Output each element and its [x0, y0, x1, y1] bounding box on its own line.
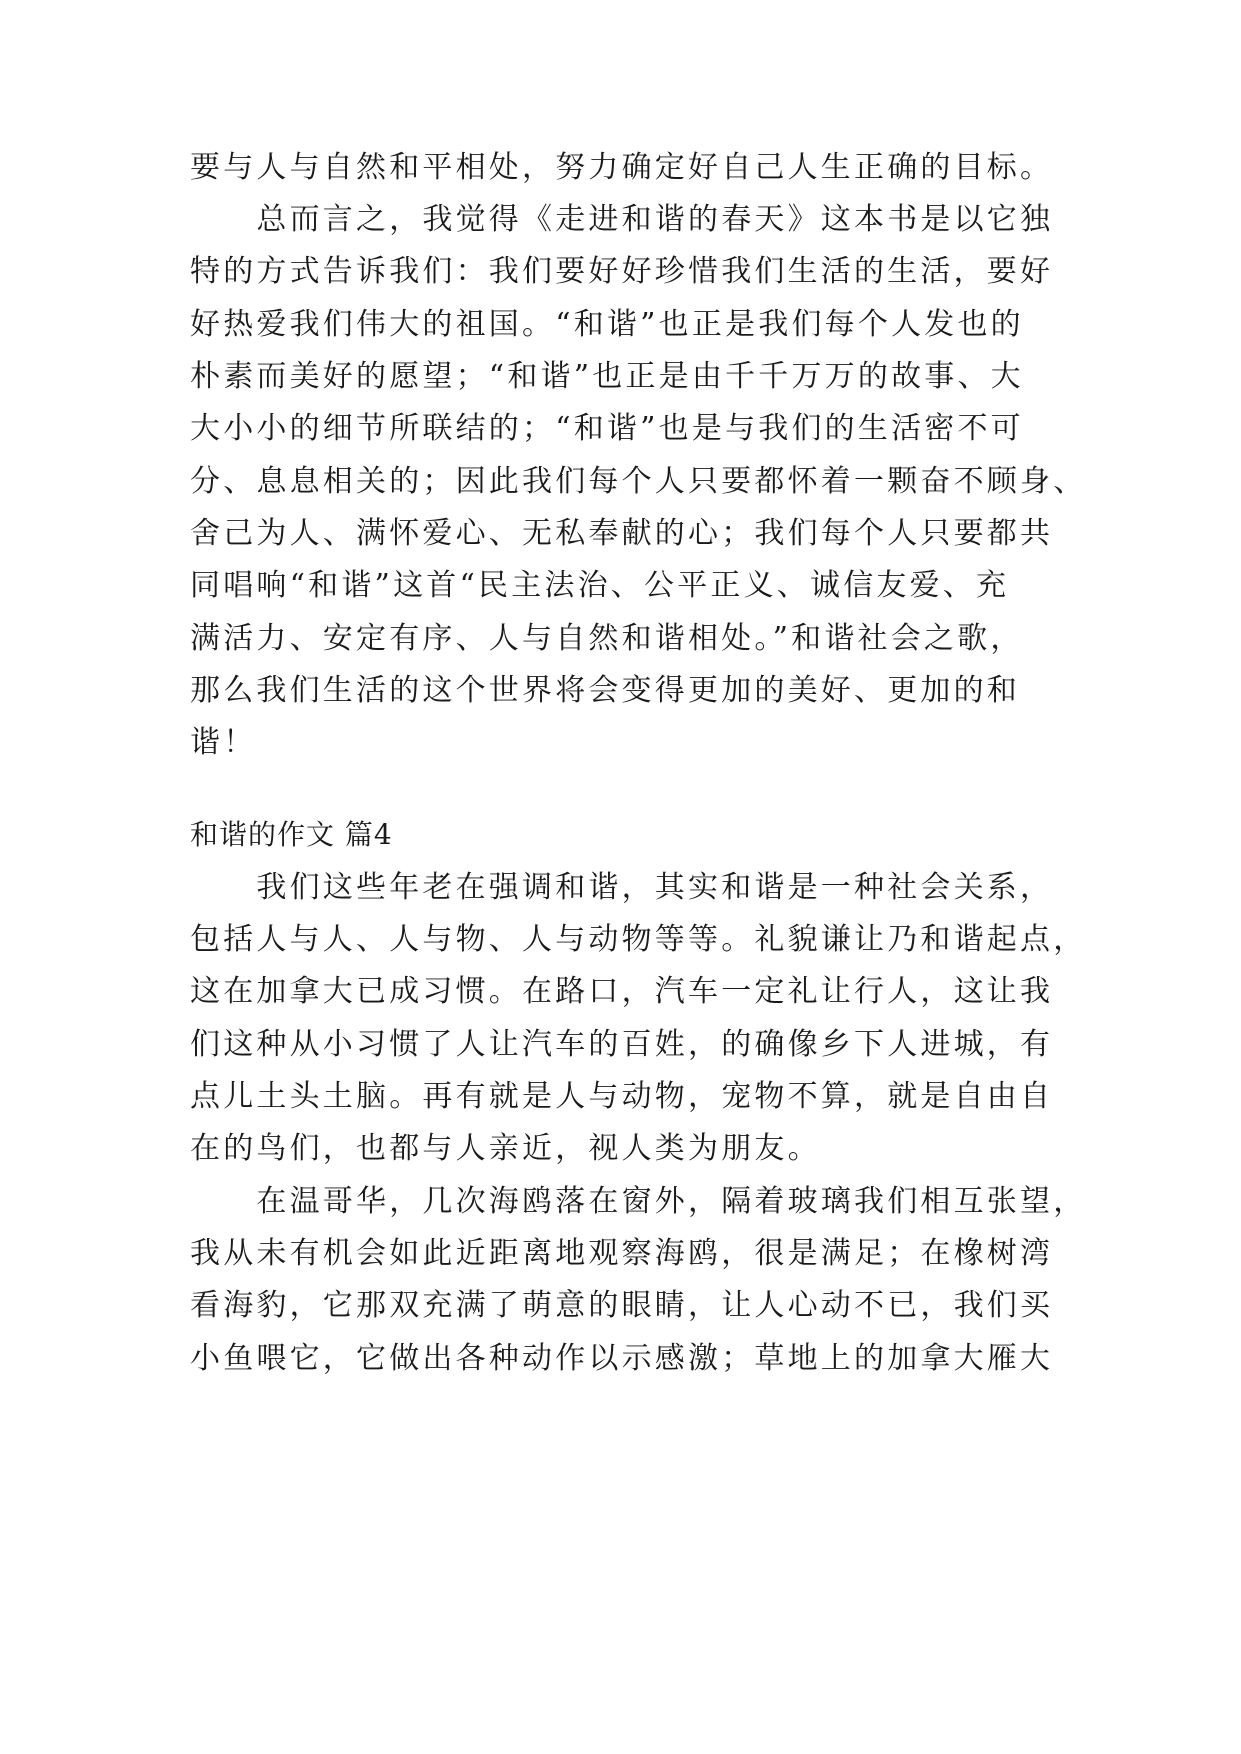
text-line: 我从未有机会如此近距离地观察海鸥，很是满足；在橡树湾: [190, 1236, 1054, 1271]
text-line: 好热爱我们伟大的祖国。“和谐”也正是我们每个人发也的: [190, 307, 1024, 342]
text-line: 总而言之，我觉得《走进和谐的春天》这本书是以它独: [190, 202, 1054, 237]
text-line: 舍己为人、满怀爱心、无私奉献的心；我们每个人只要都共: [190, 516, 1054, 551]
text-line: 点儿土头土脑。再有就是人与动物，宠物不算，就是自由自: [190, 1079, 1054, 1114]
text-line: 要与人与自然和平相处，努力确定好自己人生正确的目标。: [190, 150, 1054, 185]
text-line: 同唱响“和谐”这首“民主法治、公平正义、诚信友爱、充: [190, 568, 1010, 603]
text-line: 特的方式告诉我们：我们要好好珍惜我们生活的生活，要好: [190, 254, 1054, 289]
text-line: 满活力、安定有序、人与自然和谐相处。”和谐社会之歌，: [190, 621, 1024, 656]
text-line: 看海豹，它那双充满了萌意的眼睛，让人心动不已，我们买: [190, 1288, 1054, 1323]
text-line: 我们这些年老在强调和谐，其实和谐是一种社会关系，: [190, 870, 1054, 905]
section-heading: 和谐的作文 篇4: [190, 818, 393, 851]
text-line: 分、息息相关的；因此我们每个人只要都怀着一颗奋不顾身、: [190, 464, 1087, 499]
text-line: 在温哥华，几次海鸥落在窗外，隔着玻璃我们相互张望，: [190, 1184, 1087, 1219]
text-line: 大小小的细节所联结的；“和谐”也是与我们的生活密不可: [190, 411, 1024, 446]
text-line: 包括人与人、人与物、人与动物等等。礼貌谦让乃和谐起点，: [190, 922, 1087, 957]
text-line: 朴素而美好的愿望；“和谐”也正是由千千万万的故事、大: [190, 359, 1024, 394]
text-line: 这在加拿大已成习惯。在路口，汽车一定礼让行人，这让我: [190, 974, 1054, 1009]
text-line: 那么我们生活的这个世界将会变得更加的美好、更加的和: [190, 673, 1020, 708]
text-line: 小鱼喂它，它做出各种动作以示感激；草地上的加拿大雁大: [190, 1341, 1054, 1376]
text-line: 在的鸟们，也都与人亲近，视人类为朋友。: [190, 1131, 821, 1166]
text-line: 们这种从小习惯了人让汽车的百姓，的确像乡下人进城，有: [190, 1027, 1054, 1062]
text-line: 谐！: [190, 725, 257, 760]
